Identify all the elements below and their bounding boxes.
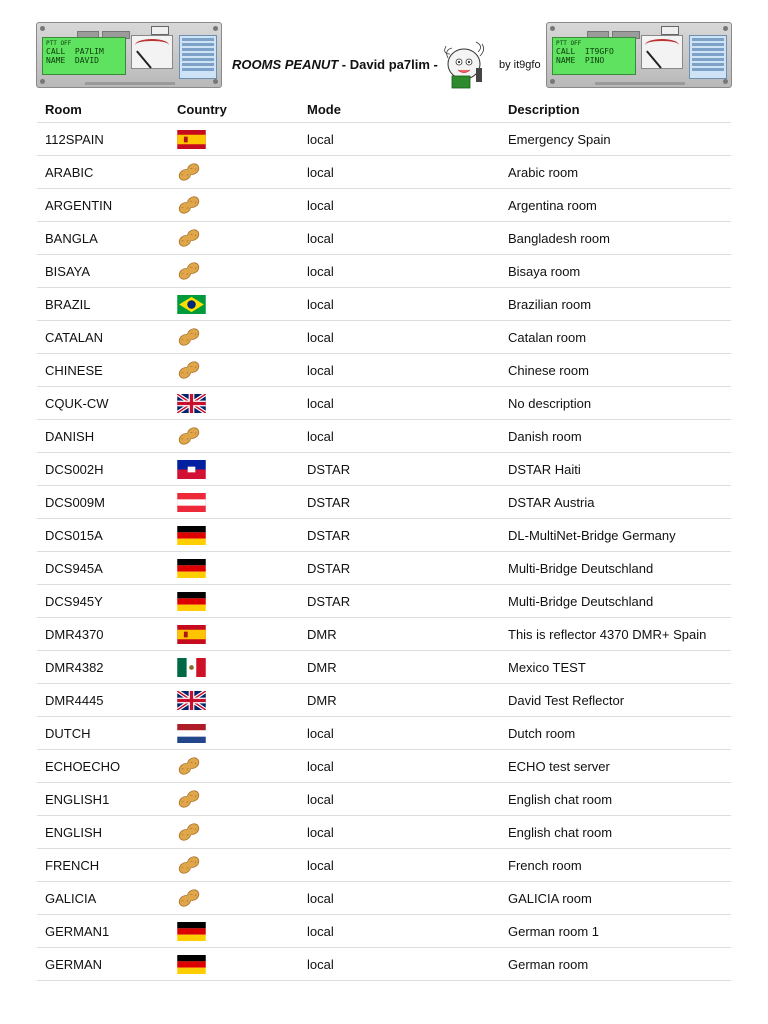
peanut-icon [177, 427, 201, 442]
table-row [37, 420, 731, 453]
peanut-icon [177, 856, 201, 871]
room-cell: BANGLA [37, 222, 169, 255]
room-cell: CQUK-CW [37, 387, 169, 420]
description-cell: ECHO test server [500, 750, 731, 783]
mexico-flag-icon [177, 658, 206, 673]
country-cell [169, 288, 299, 321]
table-header-row [37, 96, 731, 123]
description-cell: Multi-Bridge Deutschland [500, 585, 731, 618]
description-cell: German room [500, 948, 731, 981]
uk-flag-icon [177, 394, 206, 409]
description-cell: Chinese room [500, 354, 731, 387]
country-cell [169, 552, 299, 585]
mode-cell: local [299, 222, 500, 255]
mode-cell: local [299, 717, 500, 750]
byline: by it9gfo [499, 59, 541, 71]
table-row [37, 288, 731, 321]
peanut-icon [177, 163, 201, 178]
description-cell: Emergency Spain [500, 123, 731, 156]
table-row [37, 123, 731, 156]
peanut-icon [177, 262, 201, 277]
mode-cell: local [299, 816, 500, 849]
mode-cell: local [299, 288, 500, 321]
table-row [37, 882, 731, 915]
mode-cell: DSTAR [299, 585, 500, 618]
haiti-flag-icon [177, 460, 206, 475]
mode-cell: DMR [299, 618, 500, 651]
description-cell: English chat room [500, 816, 731, 849]
table-row [37, 552, 731, 585]
table-row [37, 849, 731, 882]
description-cell: DSTAR Haiti [500, 453, 731, 486]
country-cell [169, 684, 299, 717]
table-row [37, 321, 731, 354]
country-cell [169, 156, 299, 189]
room-cell: DUTCH [37, 717, 169, 750]
left-radio-lcd: PTT OFF CALL PA7LIM NAME DAVID [42, 37, 126, 75]
room-cell: ENGLISH1 [37, 783, 169, 816]
country-cell [169, 783, 299, 816]
description-cell: Brazilian room [500, 288, 731, 321]
country-cell [169, 651, 299, 684]
mode-cell: DMR [299, 651, 500, 684]
peanut-icon [177, 229, 201, 244]
room-cell: GERMAN1 [37, 915, 169, 948]
description-cell: German room 1 [500, 915, 731, 948]
country-cell [169, 354, 299, 387]
germany-flag-icon [177, 559, 206, 574]
mode-cell: local [299, 156, 500, 189]
description-cell: English chat room [500, 783, 731, 816]
right-radio-screenshot [546, 22, 732, 88]
mode-cell: DSTAR [299, 453, 500, 486]
country-cell [169, 849, 299, 882]
table-row [37, 453, 731, 486]
germany-flag-icon [177, 955, 206, 970]
signal-meter-icon [131, 35, 173, 69]
country-cell [169, 717, 299, 750]
page-title: ROOMS PEANUT - David pa7lim - [232, 57, 438, 72]
room-cell: DCS015A [37, 519, 169, 552]
country-cell [169, 189, 299, 222]
column-header-country: Country [169, 96, 299, 123]
description-cell: Dutch room [500, 717, 731, 750]
table-row [37, 156, 731, 189]
description-cell: French room [500, 849, 731, 882]
table-row [37, 222, 731, 255]
mode-cell: local [299, 189, 500, 222]
description-cell: Mexico TEST [500, 651, 731, 684]
mode-cell: local [299, 387, 500, 420]
country-cell [169, 420, 299, 453]
room-cell: DCS945A [37, 552, 169, 585]
room-cell: DCS945Y [37, 585, 169, 618]
country-cell [169, 750, 299, 783]
mode-cell: local [299, 882, 500, 915]
peanut-icon [177, 361, 201, 376]
country-cell [169, 618, 299, 651]
room-cell: DMR4370 [37, 618, 169, 651]
table-row [37, 189, 731, 222]
description-cell: DSTAR Austria [500, 486, 731, 519]
description-cell: David Test Reflector [500, 684, 731, 717]
left-radio-screenshot [36, 22, 222, 88]
country-cell [169, 387, 299, 420]
room-cell: CHINESE [37, 354, 169, 387]
country-cell [169, 321, 299, 354]
room-cell: GERMAN [37, 948, 169, 981]
country-cell [169, 222, 299, 255]
table-row [37, 255, 731, 288]
column-header-description: Description [500, 96, 731, 123]
germany-flag-icon [177, 922, 206, 937]
table-row [37, 519, 731, 552]
uk-flag-icon [177, 691, 206, 706]
table-row [37, 783, 731, 816]
mode-cell: local [299, 420, 500, 453]
room-cell: CATALAN [37, 321, 169, 354]
country-cell [169, 948, 299, 981]
peanut-icon [177, 790, 201, 805]
table-row [37, 387, 731, 420]
room-cell: 112SPAIN [37, 123, 169, 156]
mode-cell: local [299, 948, 500, 981]
country-cell [169, 882, 299, 915]
mode-cell: DSTAR [299, 519, 500, 552]
description-cell: Multi-Bridge Deutschland [500, 552, 731, 585]
mode-cell: local [299, 123, 500, 156]
table-row [37, 651, 731, 684]
description-cell: Bangladesh room [500, 222, 731, 255]
country-cell [169, 519, 299, 552]
table-row [37, 618, 731, 651]
room-cell: DCS002H [37, 453, 169, 486]
description-cell: DL-MultiNet-Bridge Germany [500, 519, 731, 552]
germany-flag-icon [177, 592, 206, 607]
country-cell [169, 486, 299, 519]
mode-cell: DMR [299, 684, 500, 717]
country-cell [169, 123, 299, 156]
rooms-table [37, 96, 731, 981]
table-row [37, 486, 731, 519]
room-cell: DMR4382 [37, 651, 169, 684]
mode-cell: DSTAR [299, 486, 500, 519]
country-cell [169, 255, 299, 288]
page-header [0, 0, 768, 96]
country-cell [169, 915, 299, 948]
table-row [37, 717, 731, 750]
room-cell: ARABIC [37, 156, 169, 189]
room-cell: ARGENTIN [37, 189, 169, 222]
table-row [37, 915, 731, 948]
mode-cell: local [299, 750, 500, 783]
netherlands-flag-icon [177, 724, 206, 739]
table-row [37, 750, 731, 783]
room-cell: BISAYA [37, 255, 169, 288]
description-cell: Argentina room [500, 189, 731, 222]
room-cell: ENGLISH [37, 816, 169, 849]
mode-cell: DSTAR [299, 552, 500, 585]
description-cell: Arabic room [500, 156, 731, 189]
table-row [37, 948, 731, 981]
mode-cell: local [299, 354, 500, 387]
room-cell: DMR4445 [37, 684, 169, 717]
spain-flag-icon [177, 130, 206, 145]
mode-cell: local [299, 783, 500, 816]
description-cell: Danish room [500, 420, 731, 453]
germany-flag-icon [177, 526, 206, 541]
peanut-icon [177, 328, 201, 343]
description-cell: This is reflector 4370 DMR+ Spain [500, 618, 731, 651]
room-cell: GALICIA [37, 882, 169, 915]
peanut-icon [177, 757, 201, 772]
table-row [37, 816, 731, 849]
country-cell [169, 453, 299, 486]
mascot-cartoon-icon [440, 40, 490, 90]
mode-cell: local [299, 915, 500, 948]
room-cell: FRENCH [37, 849, 169, 882]
country-cell [169, 585, 299, 618]
peanut-icon [177, 889, 201, 904]
table-row [37, 354, 731, 387]
mode-cell: local [299, 255, 500, 288]
peanut-icon [177, 823, 201, 838]
room-cell: ECHOECHO [37, 750, 169, 783]
spain-flag-icon [177, 625, 206, 640]
table-row [37, 585, 731, 618]
mode-cell: local [299, 321, 500, 354]
rooms-table-body [37, 123, 731, 981]
country-cell [169, 816, 299, 849]
signal-meter-icon [641, 35, 683, 69]
column-header-mode: Mode [299, 96, 500, 123]
mode-cell: local [299, 849, 500, 882]
description-cell: Bisaya room [500, 255, 731, 288]
peanut-icon [177, 196, 201, 211]
right-radio-lcd: PTT OFF CALL IT9GFO NAME PINO [552, 37, 636, 75]
room-cell: DCS009M [37, 486, 169, 519]
description-cell: Catalan room [500, 321, 731, 354]
austria-flag-icon [177, 493, 206, 508]
brazil-flag-icon [177, 295, 206, 310]
column-header-room: Room [37, 96, 169, 123]
room-cell: BRAZIL [37, 288, 169, 321]
description-cell: GALICIA room [500, 882, 731, 915]
room-cell: DANISH [37, 420, 169, 453]
table-row [37, 684, 731, 717]
description-cell: No description [500, 387, 731, 420]
